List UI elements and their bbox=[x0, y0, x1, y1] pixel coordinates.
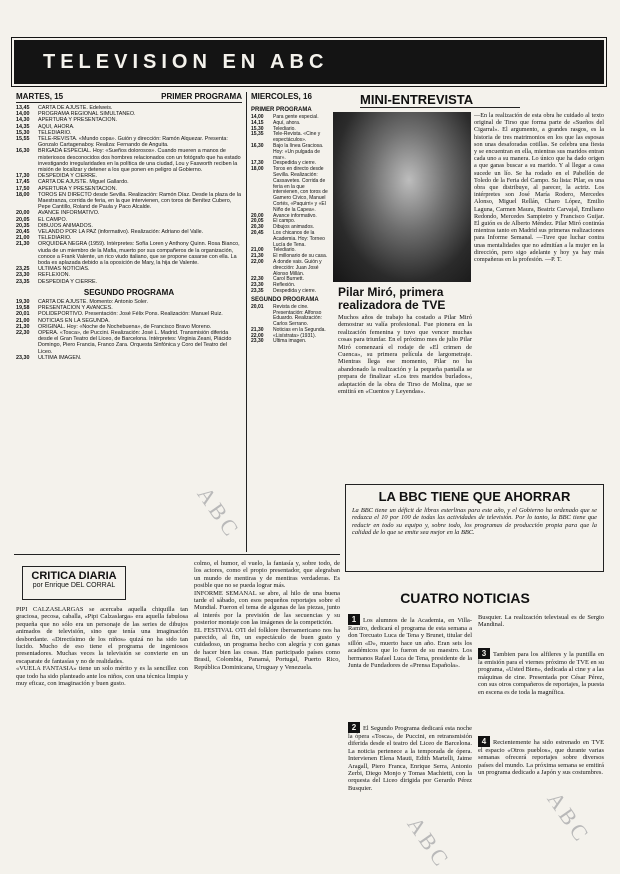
program-title: Bajo la línea Graciosa. Hoy: «Un pulgada de mar». bbox=[273, 142, 324, 161]
program-time: 21,00 bbox=[16, 317, 30, 324]
program-title: A donde vais. Guión y dirección: Juan José Alonso Millán. bbox=[273, 258, 322, 277]
program-time: 20,00 bbox=[251, 212, 264, 219]
program-title: Reflexión. bbox=[273, 282, 296, 289]
program-title: El campo. bbox=[273, 218, 296, 225]
program-time: 22,30 bbox=[251, 276, 264, 283]
program-time: 15,30 bbox=[251, 125, 264, 132]
news-item-2 bbox=[348, 722, 472, 862]
critica-byline: por Enrique DEL CORRAL bbox=[32, 582, 116, 589]
program-title: Noticias en la Segunda. bbox=[273, 326, 326, 333]
news-text-3: Tambien para los alfileres y la puntilla en la emisión para el viernes próximo de TVE en su programa, «Usted Bien», dedicada al cine y a las máquinas de cine. Presentada por César Pérez, con sus otros compañeros de reportajes, la puesta en escena es de toda la magnífica. bbox=[478, 651, 604, 696]
program-title: BRIGADA ESPECIAL. Hoy: «Sueños dolorosos». Cuando mueren a manos de misteriosos desconocidos dos hombres relacionados con un fotógrafo que ha estado investigando irregularidades en la política de una ciudad, Lou y Fasworth reciben la misión de localizar y detener a los que ponen en peligro al Gobierno. bbox=[38, 148, 241, 174]
critica-box bbox=[22, 566, 126, 600]
program-title: DESPEDIDA Y CIERRE. bbox=[38, 278, 98, 285]
program-row bbox=[16, 192, 242, 211]
tuesday-day: MARTES, 15 bbox=[16, 92, 64, 101]
program-title: ORIGINAL. Hoy: «Noche de Nochebuena», de Francisco Bravo Moreno. bbox=[38, 323, 212, 330]
program-row bbox=[16, 148, 242, 173]
program-time: 23,30 bbox=[16, 272, 30, 279]
program-time: 15,30 bbox=[16, 129, 30, 136]
wednesday-heading: PRIMER PROGRAMA bbox=[251, 107, 312, 113]
tuesday-heading: PRIMER PROGRAMA bbox=[161, 92, 242, 101]
program-time: 21,00 bbox=[16, 235, 30, 242]
section-divider bbox=[14, 554, 340, 555]
program-title: Los chicanos de la Academia. Hoy: Torneo Lucía de Tena. bbox=[273, 229, 325, 248]
program-title: TOROS EN DIRECTO desde Sevilla. Realización: Ramón Díaz. Desde la plaza de la Maestranza, corrida de feria, en la que intervienen, con toros de Benítez Cubero, Pepe Cantillo, Roland de Paula y Paco Alcalde. bbox=[38, 191, 241, 211]
program-title: CARTA DE AJUSTE. Miguel Gallardo. bbox=[38, 179, 129, 186]
bbc-box bbox=[345, 484, 604, 572]
program-time: 20,30 bbox=[251, 224, 264, 231]
wednesday-heading-2: SEGUNDO PROGRAMA bbox=[251, 296, 319, 303]
program-title: TELE-REVISTA. «Mundo copa». Guión y dirección: Ramón Alquezar. Presenta: Gonzalo Cartagenaboy. Realiza: Fernando de Anguita. bbox=[38, 136, 228, 149]
program-time: 16,30 bbox=[251, 142, 264, 149]
banner-title: TELEVISION EN ABC bbox=[43, 50, 329, 73]
program-title: EL CAMPO. bbox=[38, 216, 68, 223]
program-title: PRESENTACION Y AVANCES. bbox=[38, 305, 113, 312]
abc-watermark: ABC bbox=[192, 482, 246, 544]
tuesday-heading-2: SEGUNDO PROGRAMA bbox=[83, 287, 175, 297]
news-number-1: 1 bbox=[348, 614, 360, 625]
program-time: 21,30 bbox=[16, 323, 30, 330]
program-row bbox=[16, 279, 242, 285]
program-time: 18,00 bbox=[251, 166, 264, 173]
program-title: Avance informativo. bbox=[273, 212, 317, 219]
program-title: Dibujos animados. bbox=[273, 224, 315, 231]
program-time: 18,00 bbox=[16, 191, 30, 198]
wednesday-program-list bbox=[251, 115, 331, 295]
program-time: 17,30 bbox=[251, 160, 264, 167]
cuatro-noticias-title: CUATRO NOTICIAS bbox=[400, 590, 530, 606]
program-time: 20,00 bbox=[16, 210, 30, 217]
program-title: ULTIMAS NOTICIAS. bbox=[38, 266, 90, 273]
program-title: APERTURA Y PRESENTACION. bbox=[38, 185, 117, 192]
program-time: 14,30 bbox=[16, 117, 30, 124]
program-title: DESPEDIDA Y CIERRE. bbox=[38, 173, 98, 180]
program-time: 15,35 bbox=[251, 131, 264, 138]
wednesday-schedule bbox=[251, 92, 331, 345]
program-time: 20,05 bbox=[16, 216, 30, 223]
news-number-2: 2 bbox=[348, 722, 360, 733]
abc-watermark: ABC bbox=[402, 812, 456, 874]
interview-answer-text: —En la realización de esta obra he cuidado al texto original de Tirso que forma parte de «Sueños del Cigarral». El argumento, a grandes rasgos, es la historia de tres matrimonios en los que las esposas son unas desaforadas cotillas. Se celebra una fiesta y se encuentran en ella, mientras sus maridos entran cada uno a su manera. Lo único que ha dado origen a que ganas buscar a su marido. Y al llegar a casa sucede un lío. Se ha rodado en el Pabellón de Toledo de la Feria del Campo. Su lista: Pilar, es una obra que distribuye, al parecer, la actriz. Los intérpretes son José María Rodero, Mercedes Alonso, Miguel Rellán, Charo López, Emilio Laguna, Carmen Maura, Beatriz Carvajal, Emiliano Redondo, Mercedes Sampietro y Francisco Guijar. El guión es de Alberto Méndez. Pilar Miró continúa mientras tanto en Madrid sus primeras realizaciones para Informe Semanal. —Tuve que luchar contra unas mentalidades que no admitían a la mujer en la dirección, pero sigo adelante y hoy ya hay más compañeras en la profesión. —P. T. bbox=[474, 112, 604, 264]
news-item-2-end: Busquier. La realización televisual es de Sergio Mandinal. bbox=[478, 614, 604, 629]
program-title: POLIDEPORTIVO. Presentación: José Félix Pons. Realización: Manuel Ruiz. bbox=[38, 311, 223, 318]
program-title: CARTA DE AJUSTE. Edelweis. bbox=[38, 105, 113, 111]
program-title: Aquí, ahora. bbox=[273, 119, 301, 126]
program-time: 21,30 bbox=[251, 253, 264, 260]
pilar-miro-photo bbox=[333, 112, 471, 282]
interview-intro-text: Muchos años de trabajo ha costado a Pilar Miró demostrar su valía profesional. Fue pionera en la realización femenina y tuvo que vencer muchas cosas para triunfar. En el próximo mes de julio Pilar Miró comenzará el rodaje de «El crimen de Cuenca», su primera película de largometraje. Mientras llega ese momento, Pilar no ha abandonado la realización y la pequeña pantalla se prepara de finalizar «Los tres maridos burlados», adaptación de la obra de Tirso de Molina, que se emitirá en «Cuentos y Leyendas». bbox=[338, 314, 472, 396]
wednesday-program-list-2 bbox=[251, 305, 331, 346]
interview-section-title: MINI-ENTREVISTA bbox=[360, 92, 520, 108]
program-time: 20,35 bbox=[16, 222, 30, 229]
program-title: APERTURA Y PRESENTACION. bbox=[38, 117, 117, 124]
program-time: 13,45 bbox=[16, 105, 30, 111]
wednesday-day: MIERCOLES, 16 bbox=[251, 92, 312, 101]
program-time: 14,00 bbox=[251, 114, 264, 120]
tuesday-schedule bbox=[16, 92, 242, 361]
program-time: 17,45 bbox=[16, 179, 30, 186]
tuesday-program-list-2 bbox=[16, 299, 242, 361]
program-time: 23,30 bbox=[251, 338, 264, 345]
critica-text: PIPI CALZASLARGAS se acercaba aquella chiquilla tan graciosa, pecosa, caballa, «Pipi Calzaslarga» era aquella fabulosa pequeña que no sólo era un personaje de las series de dibujos animados de televisión, sino que tenía una imaginación desbordante. «Directísimo de los niños» quizá no ha sido tan lucido. Mucho de eso tiene el programa de ingeniosos presentadores. Muchas veces la televisión se convierte en un escaparate de fantasías y no de realidades. «VUELA FANTASIA» tiene un solo mérito y es la sencillez con que todo ha sido planteado ante los niños, con una técnica limpia y muy eficaz, con imaginación y buen gusto. bbox=[16, 606, 188, 688]
news-item-1 bbox=[348, 614, 472, 716]
program-row bbox=[251, 289, 331, 295]
news-item-3 bbox=[478, 648, 604, 732]
program-title: ORQUIDEA NEGRA (1959). Intérpretes: Sofía Loren y Anthony Quinn. Rosa Bianco, viuda de un miembro de la Mafia, muerto por sus compañeros de la organización, conoce a Frank Valente, un rico viudo italiano, que se propone casarse con ella. La boda es aplazada debido a la oposición de Mary, la hija de Valente. bbox=[38, 241, 240, 267]
program-row bbox=[251, 231, 331, 248]
program-title: Revista de cine. Presentación: Alfonso Eduardo. Realización: Carlos Serrano. bbox=[273, 303, 322, 328]
program-time: 20,01 bbox=[251, 303, 264, 310]
program-time: 23,30 bbox=[251, 282, 264, 289]
program-row bbox=[16, 136, 242, 148]
program-title: TELEDIARIO. bbox=[38, 235, 72, 242]
program-time: 20,45 bbox=[16, 229, 30, 236]
program-title: CARTA DE AJUSTE. Momento: Antonio Soler. bbox=[38, 298, 149, 305]
program-title: «Lisístrata» (1931). bbox=[273, 332, 317, 339]
column-divider bbox=[246, 92, 247, 552]
program-title: DIBUJOS ANIMADOS. bbox=[38, 222, 93, 229]
abc-watermark: ABC bbox=[542, 787, 596, 849]
program-time: 20,01 bbox=[16, 311, 30, 318]
program-title: Ultima imagen. bbox=[273, 338, 307, 345]
program-time: 14,35 bbox=[16, 123, 30, 130]
news-item-4 bbox=[478, 736, 604, 862]
program-title: PROGRAMA REGIONAL SIMULTANEO. bbox=[38, 111, 136, 118]
program-row bbox=[16, 330, 242, 355]
program-title: Para gente especial. bbox=[273, 114, 319, 120]
news-number-3: 3 bbox=[478, 648, 490, 659]
interview-headline: Pilar Miró, primera realizadora de TVE bbox=[338, 285, 446, 312]
section-banner bbox=[14, 40, 604, 84]
program-title: NOTICIAS EN LA SEGUNDA. bbox=[38, 317, 110, 324]
program-title: AVANCE INFORMATIVO. bbox=[38, 210, 100, 217]
bbc-text: La BBC tiene un déficit de libras esterlinas para este año, y el Gobierno ha ordenado que se reduzca el 10 por 100 de todas las actividades de televisión. Por lo tanto, la BBC tiene que reducir en todo su equipo y, sobre todo, los programas de producción propia para que la calidad de lo que se emite sea mejor en la BBC. bbox=[352, 507, 597, 537]
program-title: TELEDIARIO. bbox=[38, 129, 72, 136]
news-text-1: Los alumnos de la Academia, en Villa-Ramiro, dedicará el programa de esta semana a don Torcuato Luca de Tena y Brunet, titular del sillón «D», muerto hace un año. Eran seis los académicos que lo fueron de su maestro. Los hermanos Rafael Luca de Tena, presidente de la Junta de Fundadores de «Prensa Española». bbox=[348, 617, 472, 670]
program-time: 19,58 bbox=[16, 305, 30, 312]
news-text-4: Recientemente ha sido estrenado en TVE el espacio «Otros pueblos», que durante varias semanas ofrecerá reportajes sobre diversos países del mundo. La próxima semana se emitirá un programa dedicado a Japón y sus costumbres. bbox=[478, 739, 604, 777]
program-row bbox=[16, 355, 242, 361]
program-row bbox=[251, 339, 331, 345]
program-title: VELANDO POR LA PAZ (informativo). Realización: Adriano del Valle. bbox=[38, 229, 204, 236]
program-title: Carol Burnett. bbox=[273, 276, 304, 283]
program-time: 21,30 bbox=[16, 241, 30, 248]
program-title: AQUI, AHORA. bbox=[38, 123, 75, 130]
program-time: 23,35 bbox=[251, 287, 264, 294]
program-title: Tele-Revista. «Cine y espectáculos». bbox=[273, 131, 321, 144]
news-number-4: 4 bbox=[478, 736, 490, 747]
program-time: 22,00 bbox=[251, 258, 264, 265]
program-title: El millonario de su casa. bbox=[273, 253, 328, 260]
program-time: 23,25 bbox=[16, 266, 30, 273]
critica-continuation-text: colmo, el humor, el vuelo, la fantasía y, sobre todo, de los actores, como el propio presentador, que alegraban un mundo de mentiras y de mentiras verdaderas. Es posible que no se pueda lograr más. INFORME SEMANAL se abre, al hilo de una buena tarde el sábado, con esos pequeños reportajes sobre el Mundial. Fueron el tema de algunas de las piezas, junto al interés por la previsión de las secuencias y su posterior montaje con las imágenes de la competición. EL FESTIVAL OTI del folklore iberoamericano nos ha parecido, al fin, un espectáculo de buen gusto y cuidadoso, un programa hecho con alegría y con ganas de hacer bien las cosas. Han participado países como Brasil, Colombia, Panamá, Portugal, Puerto Rico, República Dominicana, Uruguay y Venezuela. bbox=[194, 560, 340, 671]
program-time: 23,35 bbox=[16, 278, 30, 285]
program-time: 21,00 bbox=[251, 247, 264, 254]
program-row bbox=[251, 260, 331, 277]
program-row bbox=[251, 144, 331, 161]
program-time: 16,30 bbox=[16, 148, 30, 155]
program-time: 15,55 bbox=[16, 136, 30, 143]
program-time: 23,30 bbox=[16, 354, 30, 361]
program-title: ULTIMA IMAGEN. bbox=[38, 354, 82, 361]
program-time: 20,45 bbox=[251, 229, 264, 236]
program-title: Telediario. bbox=[273, 247, 296, 254]
tuesday-program-list bbox=[16, 105, 242, 285]
program-time: 20,05 bbox=[251, 218, 264, 225]
program-time: 14,00 bbox=[16, 111, 30, 118]
program-time: 19,30 bbox=[16, 298, 30, 305]
program-time: 21,30 bbox=[251, 326, 264, 333]
program-time: 17,30 bbox=[16, 173, 30, 180]
program-title: Despedida y cierre. bbox=[273, 160, 317, 167]
program-row bbox=[16, 241, 242, 266]
program-title: OPERA. «Tosca», de Puccini. Realización: José L. Madrid. Transmisión diferida desde el Gran Teatro del Liceo, de Barcelona. Intérpretes: Virginia Zeani, Plácido Domingo, Piero Francia, Franco Zara. Orquesta Sinfónica y Coro del Teatro del Liceo. bbox=[38, 329, 232, 355]
critica-title: CRITICA DIARIA bbox=[31, 570, 117, 582]
program-time: 22,30 bbox=[16, 329, 30, 336]
program-title: Despedida y cierre. bbox=[273, 287, 317, 294]
program-row bbox=[251, 305, 331, 328]
news-text-2: El Segundo Programa dedicará esta noche la ópera «Tosca», de Puccini, en retransmisión diferida desde el teatro del Liceo de Barcelona. La noticia pertenece a la temporada de ópera. Intervienen Elena Mauti, Edith Martelli, Jaime Aragall, Piero Franca, Enrique Serra, Antonio Zerbi, Diego Monjo y Tomas Machietti, con la orquesta del Liceo dirigida por Gerardo Pérez Busquier. bbox=[348, 725, 472, 792]
program-time: 17,50 bbox=[16, 185, 30, 192]
bbc-title: LA BBC TIENE QUE AHORRAR bbox=[378, 489, 571, 504]
program-title: Telediario. bbox=[273, 125, 296, 132]
program-time: 14,15 bbox=[251, 119, 264, 126]
program-title: REFLEXION. bbox=[38, 272, 71, 279]
program-time: 22,00 bbox=[251, 332, 264, 339]
program-row bbox=[251, 167, 331, 213]
program-title: Toros en directo desde Sevilla. Realización: Cassavetes. Corrida de feria en la que intervienen, con toros de Gamero Cívico, Manuel Cortés, «Paquirri» y «El Niño de la Capea». bbox=[273, 166, 328, 213]
